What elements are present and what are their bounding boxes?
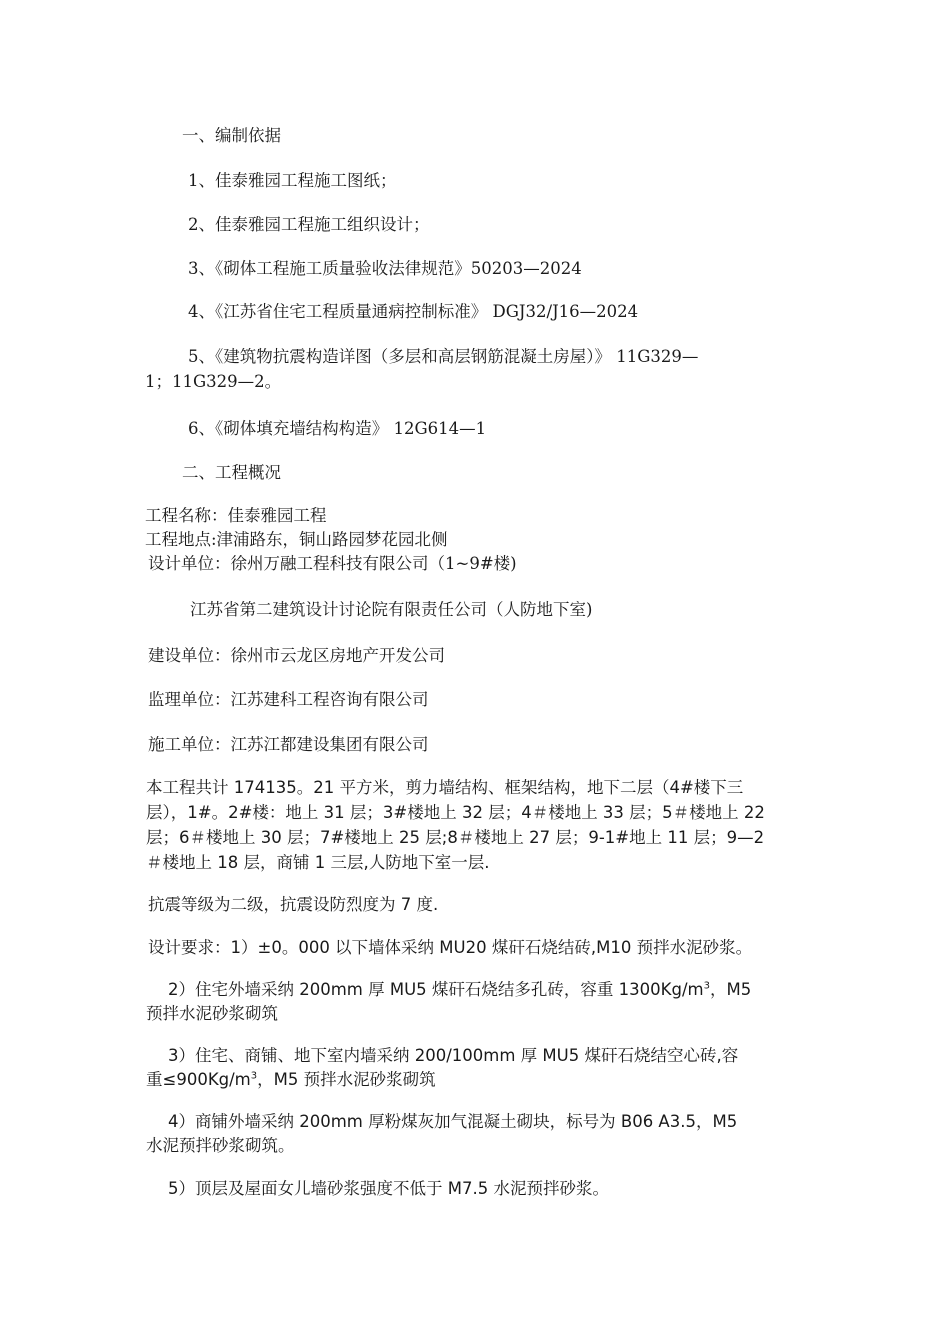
design-requirement-5: 5）顶层及屋面女儿墙砂浆强度不低于 M7.5 水泥预拌砂浆。 [168, 1179, 609, 1198]
section-heading-basis: 一、编制依据 [182, 126, 281, 145]
basis-item-1: 1、佳泰雅园工程施工图纸； [188, 171, 397, 190]
design-requirement-1: 设计要求：1）±0。000 以下墙体采纳 MU20 煤矸石烧结砖,M10 预拌水泥砂浆。 [148, 938, 753, 957]
requirement-2-tail: ，M5 [709, 980, 752, 999]
requirement-3-tail: ，M5 预拌水泥砂浆砌筑 [257, 1070, 436, 1089]
basis-item-2: 2、佳泰雅园工程施工组织设计； [188, 215, 430, 234]
basis-item-5: 5、《建筑物抗震构造详图（多层和高层钢筋混凝土房屋）》 11G329— [188, 347, 699, 366]
basis-item-5-cont: 1；11G329—2。 [145, 372, 282, 391]
section-heading-overview: 二、工程概况 [182, 463, 281, 482]
design-requirement-2-cont: 预拌水泥砂浆砌筑 [146, 1004, 278, 1023]
project-name: 工程名称：佳泰雅园工程 [145, 506, 327, 525]
overview-line-4: ＃楼地上 18 层，商铺 1 三层,人防地下室一层. [146, 853, 490, 872]
overview-line-1: 本工程共计 174135。21 平方米，剪力墙结构、框架结构，地下二层（4#楼下三 [146, 778, 744, 797]
seismic-grade: 抗震等级为二级，抗震设防烈度为 7 度. [148, 895, 439, 914]
construction-unit: 建设单位：徐州市云龙区房地产开发公司 [148, 646, 445, 665]
superscript-3: 3 [703, 980, 710, 992]
requirement-2-text: 2）住宅外墙采纳 200mm 厚 MU5 煤矸石烧结多孔砖，容重 1300Kg/m [168, 980, 704, 999]
builder-unit: 施工单位：江苏江都建设集团有限公司 [148, 735, 429, 754]
basis-item-3: 3、《砌体工程施工质量验收法律规范》50203—2024 [188, 259, 582, 278]
requirement-3-text: 重≤900Kg/m [146, 1070, 251, 1089]
design-requirement-3-cont [146, 1068, 436, 1092]
overview-line-2: 层），1#。2#楼：地上 31 层；3#楼地上 32 层；4＃楼地上 33 层；5＃楼地上 22 [146, 803, 765, 822]
design-unit: 设计单位：徐州万融工程科技有限公司（1~9#楼) [148, 554, 517, 573]
basis-item-6: 6、《砌体填充墙结构构造》 12G614—1 [188, 419, 487, 438]
design-unit-2: 江苏省第二建筑设计讨论院有限责任公司（人防地下室) [190, 600, 593, 619]
basis-item-4: 4、《江苏省住宅工程质量通病控制标准》 DGJ32/J16—2024 [188, 302, 639, 321]
overview-line-3: 层；6＃楼地上 30 层；7#楼地上 25 层;8＃楼地上 27 层；9-1#地上 11 层；9—2 [146, 828, 765, 847]
design-requirement-4-cont: 水泥预拌砂浆砌筑。 [146, 1136, 295, 1155]
design-requirement-4: 4）商铺外墙采纳 200mm 厚粉煤灰加气混凝土砌块，标号为 B06 A3.5，M5 [168, 1112, 738, 1131]
project-location: 工程地点:津浦路东，铜山路园梦花园北侧 [145, 530, 448, 549]
design-requirement-2 [168, 978, 751, 1002]
supervision-unit: 监理单位：江苏建科工程咨询有限公司 [148, 690, 429, 709]
design-requirement-3: 3）住宅、商铺、地下室内墙采纳 200/100mm 厚 MU5 煤矸石烧结空心砖,容 [168, 1046, 739, 1065]
superscript-3: 3 [250, 1070, 258, 1082]
